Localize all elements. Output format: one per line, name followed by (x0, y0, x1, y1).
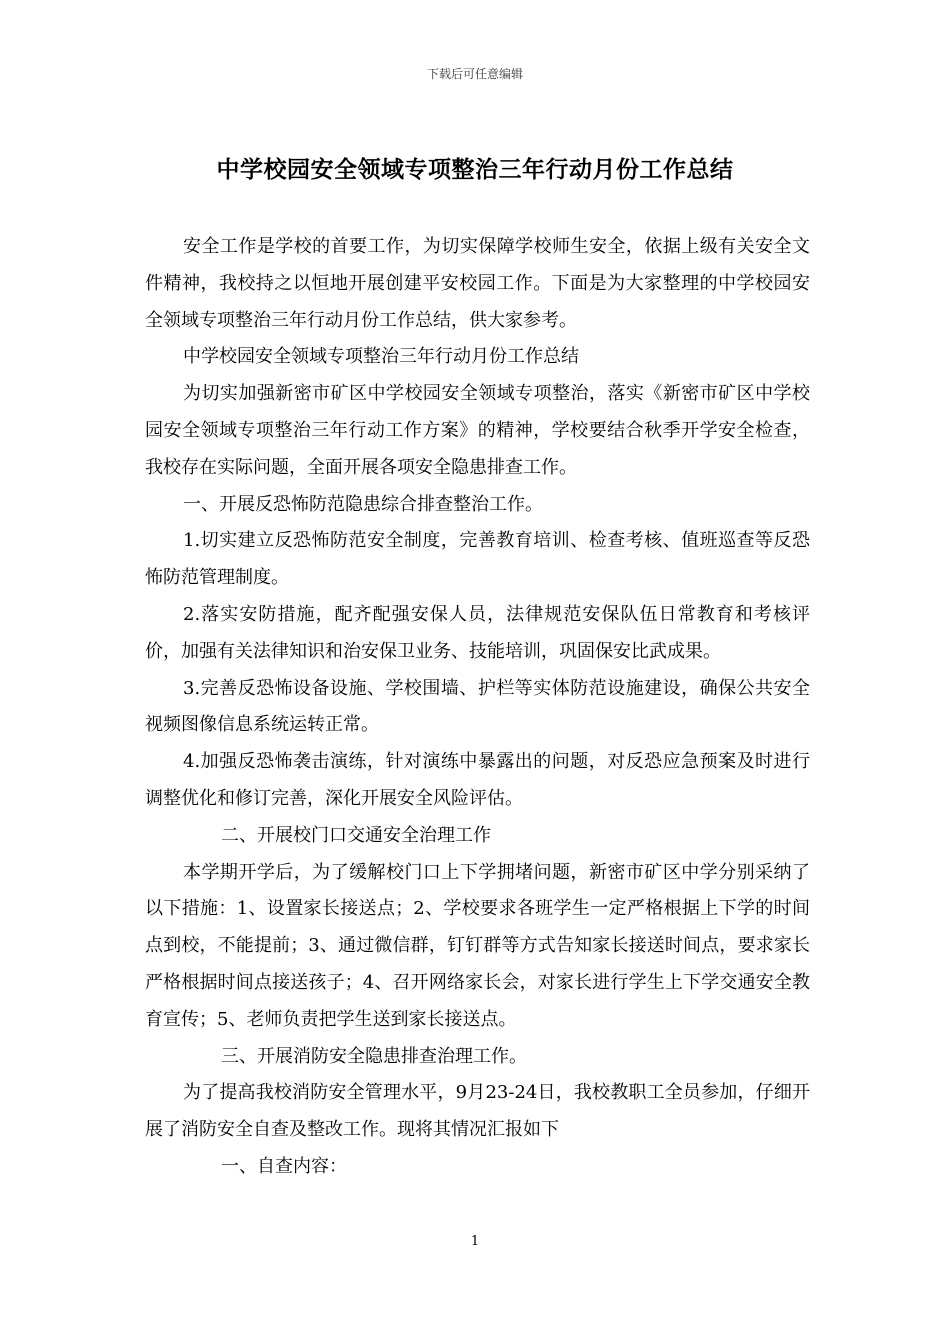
background-paragraph: 为切实加强新密市矿区中学校园安全领域专项整治，落实《新密市矿区中学校园安全领域专项整治三年行动工作方案》的精神，学校要结合秋季开学安全检查，我校存在实际问题，全面开展各项安全隐患排查工作。 (145, 383, 810, 478)
self-check-heading: 一、自查内容： (221, 1155, 347, 1177)
list-item-2: 2.落实安防措施，配齐配强安保人员，法律规范安保队伍日常教育和考核评价，加强有关法律知识和治安保卫业务、技能培训，巩固保安比武成果。 (145, 603, 810, 662)
section-heading-3: 三、开展消防安全隐患排查治理工作。 (221, 1045, 527, 1067)
list-item-1: 1.切实建立反恐怖防范安全制度，完善教育培训、检查考核、值班巡查等反恐怖防范管理制度。 (145, 530, 810, 589)
document-body (145, 229, 810, 1186)
fire-safety-paragraph: 为了提高我校消防安全管理水平，9月23-24日，我校教职工全员参加，仔细开展了消防安全自查及整改工作。现将其情况汇报如下 (145, 1082, 810, 1141)
page-header-note: 下载后可任意编辑 (426, 67, 523, 81)
list-item-3: 3.完善反恐怖设备设施、学校围墙、护栏等实体防范设施建设，确保公共安全视频图像信息系统运转正常。 (145, 677, 810, 736)
traffic-paragraph: 本学期开学后，为了缓解校门口上下学拥堵问题，新密市矿区中学分别采纳了以下措施：1、设置家长接送点；2、学校要求各班学生一定严格根据上下学的时间点到校，不能提前；3、通过微信群，钉钉群等方式告知家长接送时间点，要求家长严格根据时间点接送孩子；4、召开网络家长会，对家长进行学生上下学交通安全教育宣传；5、老师负责把学生送到家长接送点。 (145, 861, 810, 1030)
section-heading-1: 一、开展反恐怖防范隐患综合排查整治工作。 (183, 493, 543, 515)
list-item-4: 4.加强反恐怖袭击演练，针对演练中暴露出的问题，对反恐应急预案及时进行调整优化和修订完善，深化开展安全风险评估。 (145, 751, 810, 809)
section-heading-2: 二、开展校门口交通安全治理工作 (221, 824, 491, 846)
document-title: 中学校园安全领域专项整治三年行动月份工作总结 (216, 157, 734, 183)
subtitle-paragraph: 中学校园安全领域专项整治三年行动月份工作总结 (183, 346, 579, 368)
page-number: 1 (470, 1234, 480, 1249)
intro-paragraph: 安全工作是学校的首要工作，为切实保障学校师生安全，依据上级有关安全文件精神，我校持之以恒地开展创建平安校园工作。下面是为大家整理的中学校园安全领域专项整治三年行动月份工作总结，供大家参考。 (145, 236, 810, 331)
